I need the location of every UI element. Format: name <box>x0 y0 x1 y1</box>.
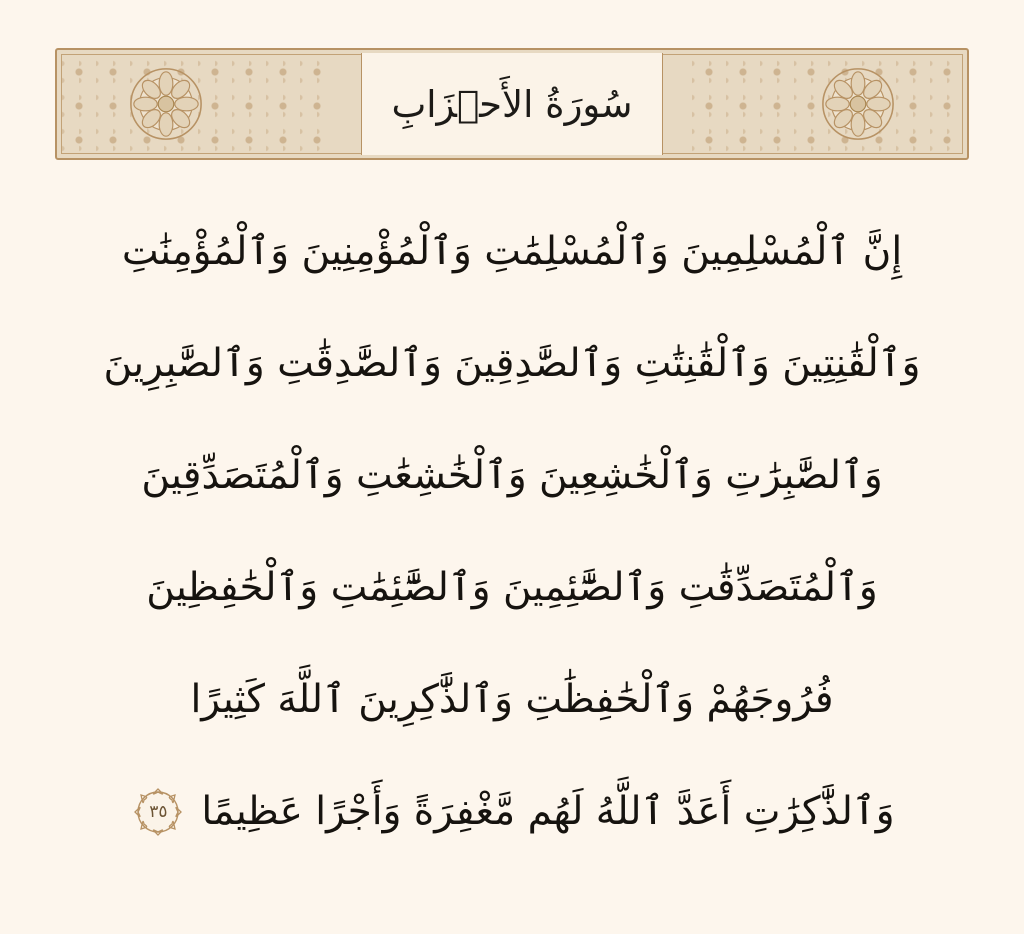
page-footer-rule <box>0 928 1024 934</box>
surah-header-banner <box>55 48 969 160</box>
quran-line: وَٱلْقَٰنِتِينَ وَٱلْقَٰنِتَٰتِ وَٱلصَّٰدِقِينَ وَٱلصَّٰدِقَٰتِ وَٱلصَّٰبِرِينَ <box>103 341 921 386</box>
surah-title-panel <box>361 53 663 155</box>
quran-line: وَٱلْمُتَصَدِّقَٰتِ وَٱلصَّٰٓئِمِينَ وَٱلصَّٰٓئِمَٰتِ وَٱلْحَٰفِظِينَ <box>146 565 878 610</box>
aya-number-medallion <box>129 783 187 841</box>
surah-title: سُورَةُ الأَحۡزَابِ <box>391 82 633 126</box>
quran-line: وَٱلصَّٰبِرَٰتِ وَٱلْخَٰشِعِينَ وَٱلْخَٰشِعَٰتِ وَٱلْمُتَصَدِّقِينَ <box>141 453 883 498</box>
aya-number: ٣٥ <box>149 801 168 822</box>
quran-text-block <box>60 196 964 868</box>
floral-rosette-icon <box>819 65 897 143</box>
floral-rosette-icon <box>127 65 205 143</box>
quran-line: فُرُوجَهُمْ وَٱلْحَٰفِظَٰتِ وَٱلذَّٰكِرِينَ ٱللَّهَ كَثِيرًا <box>190 677 834 722</box>
quran-line: إِنَّ ٱلْمُسْلِمِينَ وَٱلْمُسْلِمَٰتِ وَٱلْمُؤْمِنِينَ وَٱلْمُؤْمِنَٰتِ <box>121 229 903 274</box>
quran-line-text: وَٱلذَّٰكِرَٰتِ أَعَدَّ ٱللَّهُ لَهُم مَّغْفِرَةً وَأَجْرًا عَظِيمًا <box>201 789 895 834</box>
quran-line-final <box>60 756 964 868</box>
